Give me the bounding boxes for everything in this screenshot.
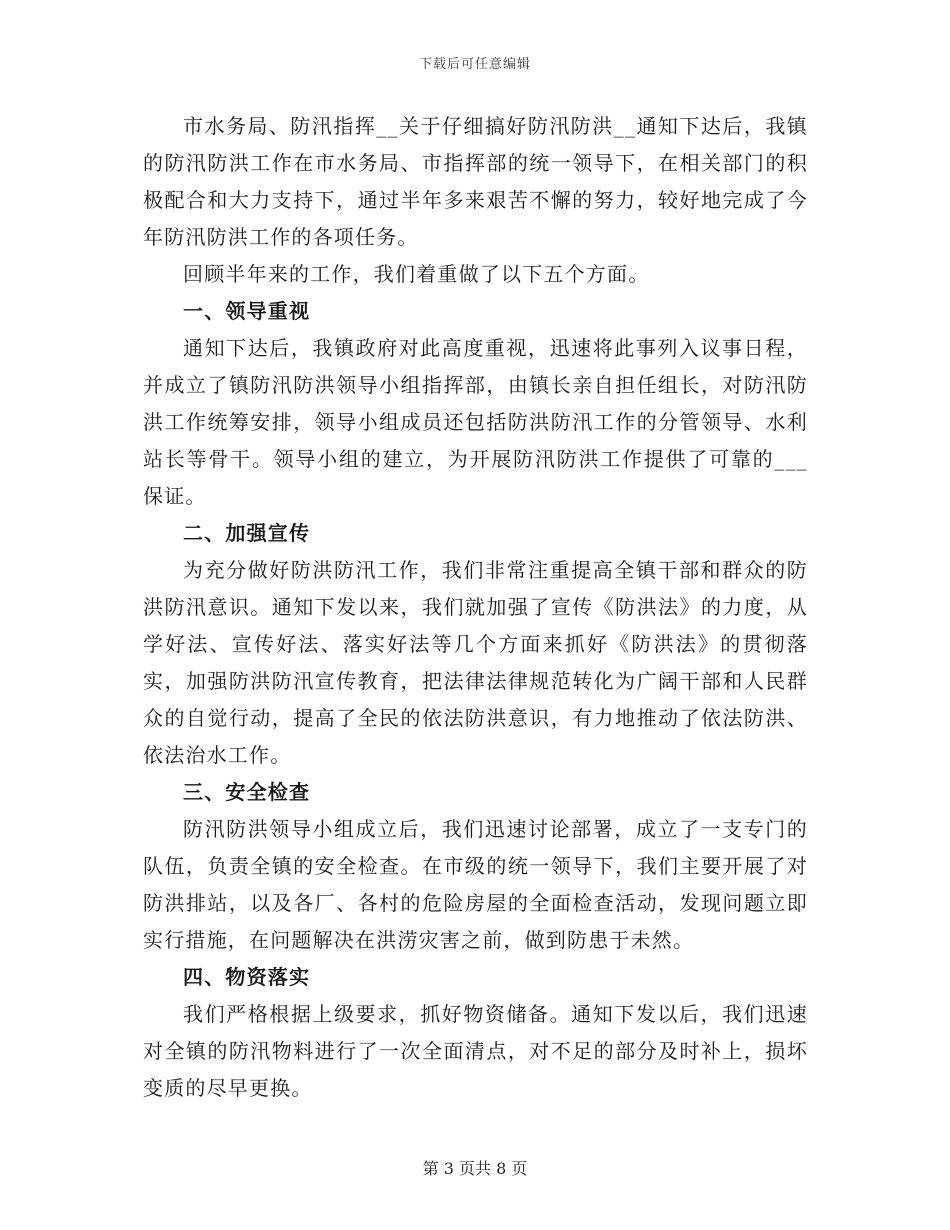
section-heading-publicity: 二、加强宣传 xyxy=(183,521,311,545)
section-heading-safety-inspection: 三、安全检查 xyxy=(183,780,311,804)
page-header: 下载后可任意编辑 xyxy=(418,57,531,72)
paragraph-safety-inspection: 防汛防洪领导小组成立后，我们迅速讨论部署，成立了一支专门的队伍，负责全镇的安全检查。在市级的统一领导下，我们主要开展了对防洪排站，以及各厂、各村的危险房屋的全面检查活动，发现问题立即实行措施，在问题解决在洪涝灾害之前，做到防患于未然。 xyxy=(143,817,808,952)
paragraph-leadership: 通知下达后，我镇政府对此高度重视，迅速将此事列入议事日程，并成立了镇防汛防洪领导小组指挥部，由镇长亲自担任组长，对防汛防洪工作统筹安排，领导小组成员还包括防洪防汛工作的分管领导、水利站长等骨干。领导小组的建立，为开展防汛防洪工作提供了可靠的___保证。 xyxy=(143,336,808,508)
page-number: 第 3 页共 8 页 xyxy=(422,1159,528,1178)
section-heading-supplies: 四、物资落实 xyxy=(183,965,311,989)
document-body xyxy=(143,108,808,1107)
paragraph-supplies: 我们严格根据上级要求，抓好物资储备。通知下发以后，我们迅速对全镇的防汛物料进行了一次全面清点，对不足的部分及时补上，损坏变质的尽早更换。 xyxy=(143,1002,808,1100)
paragraph-intro: 市水务局、防汛指挥__关于仔细搞好防汛防洪__通知下达后，我镇的防汛防洪工作在市水务局、市指挥部的统一领导下，在相关部门的积极配合和大力支持下，通过半年多来艰苦不懈的努力，较好地完成了今年防汛防洪工作的各项任务。 xyxy=(143,114,808,249)
paragraph-publicity: 为充分做好防洪防汛工作，我们非常注重提高全镇干部和群众的防洪防汛意识。通知下发以来，我们就加强了宣传《防洪法》的力度，从学好法、宣传好法、落实好法等几个方面来抓好《防洪法》的贯彻落实，加强防洪防汛宣传教育，把法律法律规范转化为广阔干部和人民群众的自觉行动，提高了全民的依法防洪意识，有力地推动了依法防洪、依法治水工作。 xyxy=(143,558,808,767)
section-heading-leadership: 一、领导重视 xyxy=(183,299,311,323)
paragraph-overview: 回顾半年来的工作，我们着重做了以下五个方面。 xyxy=(183,262,650,286)
